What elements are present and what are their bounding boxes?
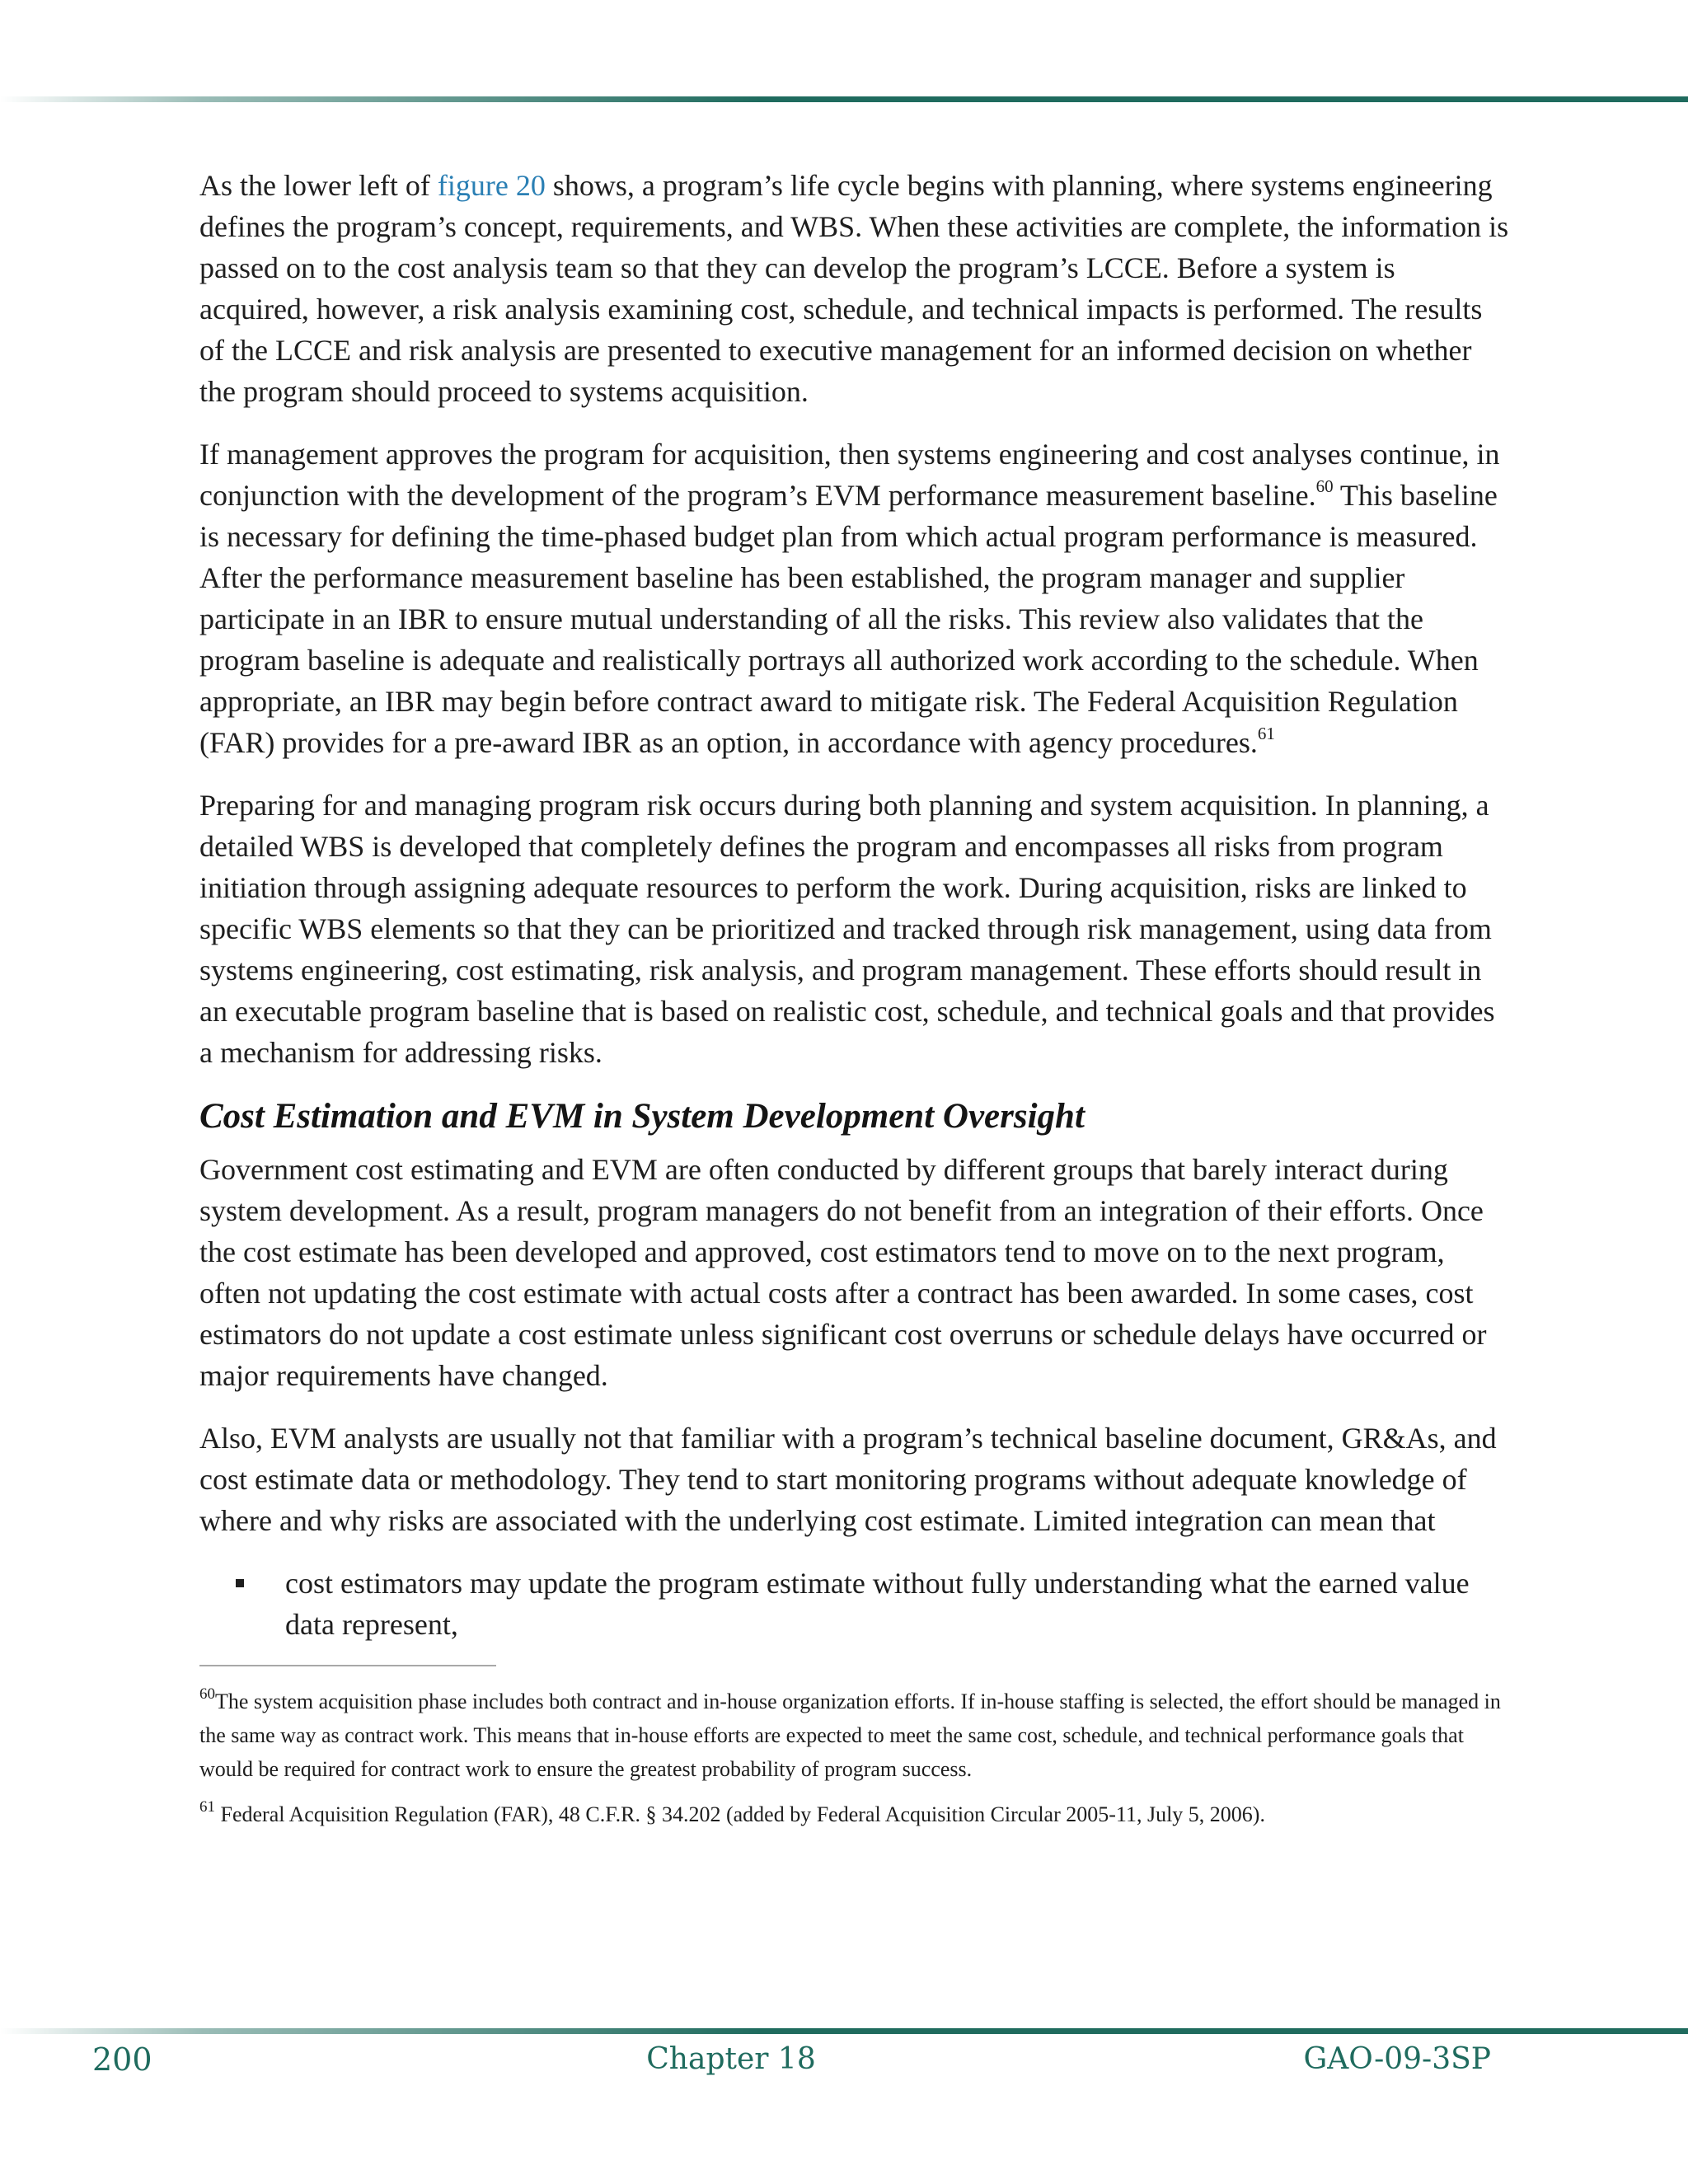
bullet-square-icon [236,1579,244,1587]
paragraph-4: Government cost estimating and EVM are often conducted by different groups that barely interact during system development. As a result, program managers do not benefit from an integration of their efforts. Once the cost estimate has been developed and approved, cost estimators tend to move on to the next program, often not updating the cost estimate with actual costs after a contract has been awarded. In some cases, cost estimators do not update a cost estimate unless significant cost overruns or schedule delays have occurred or major requirements have changed. [199,1153,1487,1392]
paragraph-5: Also, EVM analysts are usually not that familiar with a program’s technical baseline document, GR&As, and cost estimate data or methodology. They tend to start monitoring programs without adequate knowledge of where and why risks are associated with the underlying cost estimate. Limited integration can mean that [199,1422,1497,1537]
section-heading: Cost Estimation and EVM in System Development Oversight [199,1097,1085,1136]
footnote-text: Federal Acquisition Regulation (FAR), 48 C.F.R. § 34.202 (added by Federal Acquisition Circular 2005-11, July 5, 2006). [215,1802,1265,1826]
page-footer [0,2039,1688,2080]
footnote-ref-60[interactable]: 60 [1315,476,1334,496]
chapter-label: Chapter 18 [646,2042,816,2076]
paragraph-2: If management approves the program for acquisition, then systems engineering and cost analyses continue, in conjunction with the development of the program’s EVM performance measurement baseline.$^{60}$ This baseline is necessary for defining the time-phased budget plan from which actual program performance is measured. After the performance measurement baseline has been established, the program manager and supplier participate in an IBR to ensure mutual understanding of all the risks. This review also validates that the program baseline is adequate and realistically portrays all authorized work according to the schedule. When appropriate, an IBR may begin before contract award to mitigate risk. The Federal Acquisition Regulation (FAR) provides for a pre-award IBR as an option, in accordance with agency procedures.$^{61}$ [199,438,1500,759]
bullet-text: cost estimators may update the program estimate without fully understanding what the earned value data represent, [285,1567,1470,1641]
header-rule [0,96,1688,102]
paragraph-3: Preparing for and managing program risk occurs during both planning and system acquisition. In planning, a detailed WBS is developed that completely defines the program and encompasses all risks from program initiation through assigning adequate resources to perform the work. During acquisition, risks are linked to specific WBS elements so that they can be prioritized and tracked through risk management, using data from systems engineering, cost estimating, risk analysis, and program management. These efforts should result in an executable program baseline that is based on realistic cost, schedule, and technical goals and that provides a mechanism for addressing risks. [199,789,1495,1069]
footnote-number: 60 [199,1685,215,1703]
footnote-separator [199,1665,496,1666]
page-content [199,165,1510,1843]
bullet-item [199,1563,1510,1645]
footnote-61 [199,1797,1510,1831]
footnote-number: 61 [199,1798,215,1816]
figure-20-link[interactable]: figure 20 [437,169,546,202]
footer-rule [0,2028,1688,2034]
page-number: 200 [92,2041,152,2078]
document-id: GAO-09-3SP [1303,2042,1491,2076]
paragraph-1: As the lower left of figure 20 shows, a program’s life cycle begins with planning, where systems engineering defines the program’s concept, requirements, and WBS. When these activities are complete, the information is passed on to the cost analysis team so that they can develop the program’s LCCE. Before a system is acquired, however, a risk analysis examining cost, schedule, and technical impacts is performed. The results of the LCCE and risk analysis are presented to executive management for an informed decision on whether the program should proceed to systems acquisition. [199,169,1509,408]
footnote-60 [199,1685,1510,1786]
footnote-text: The system acquisition phase includes both contract and in-house organization efforts. If in-house staffing is selected, the effort should be managed in the same way as contract work. This means that in-house efforts are expected to meet the same cost, schedule, and technical performance goals that would be required for contract work to ensure the greatest probability of program success. [199,1690,1501,1781]
footnote-ref-61[interactable]: 61 [1257,724,1275,743]
